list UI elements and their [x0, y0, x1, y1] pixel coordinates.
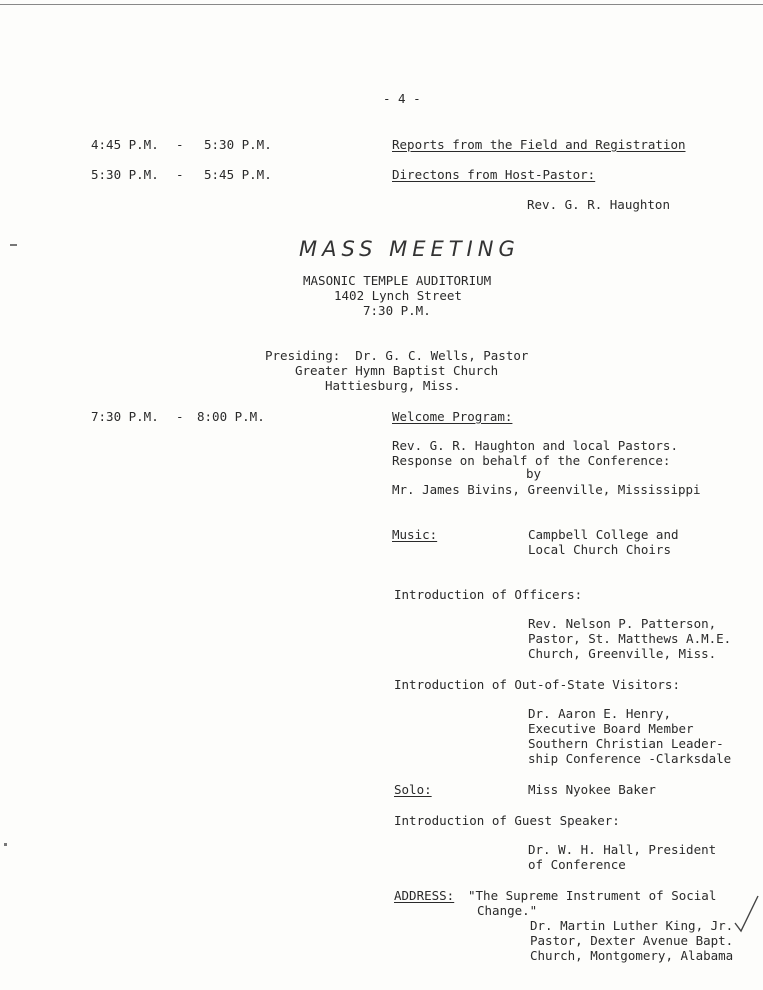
time-start: 5:30 P.M. [91, 167, 159, 182]
speaker-line: of Conference [528, 857, 626, 872]
presiding-line: Hattiesburg, Miss. [325, 378, 461, 393]
welcome-line: by [526, 466, 542, 481]
mass-meeting-heading: MASS MEETING [299, 237, 520, 261]
address-line: Church, Montgomery, Alabama [530, 948, 734, 963]
session-title: Directons from Host-Pastor: [392, 167, 596, 182]
music-line: Campbell College and [528, 527, 679, 542]
top-edge-line [0, 4, 763, 5]
time-start: 4:45 P.M. [91, 137, 159, 152]
checkmark-icon [733, 893, 761, 935]
session-detail: Rev. G. R. Haughton [527, 197, 670, 212]
visitors-line: Dr. Aaron E. Henry, [528, 706, 671, 721]
welcome-label: Welcome Program: [392, 409, 513, 424]
speaker-label: Introduction of Guest Speaker: [394, 813, 620, 828]
venue-line: 7:30 P.M. [363, 303, 431, 318]
address-label: ADDRESS: [394, 888, 455, 903]
music-label: Music: [392, 527, 438, 542]
officers-line: Rev. Nelson P. Patterson, [528, 616, 717, 631]
officers-line: Pastor, St. Matthews A.M.E. [528, 631, 732, 646]
session-title: Reports from the Field and Registration [392, 137, 686, 152]
time-dash: - [176, 167, 184, 182]
page-number: - 4 - [383, 91, 421, 106]
visitors-label: Introduction of Out-of-State Visitors: [394, 677, 680, 692]
presiding-line: Greater Hymn Baptist Church [295, 363, 499, 378]
address-title-line: Change." [477, 903, 538, 918]
address-line: Dr. Martin Luther King, Jr. [530, 918, 734, 933]
welcome-line: Rev. G. R. Haughton and local Pastors. [392, 438, 678, 453]
solo-label: Solo: [394, 782, 432, 797]
time-end: 5:30 P.M. [204, 137, 272, 152]
welcome-line: Mr. James Bivins, Greenville, Mississippi [392, 482, 701, 497]
venue-line: MASONIC TEMPLE AUDITORIUM [303, 273, 492, 288]
time-end: 5:45 P.M. [204, 167, 272, 182]
officers-label: Introduction of Officers: [394, 587, 583, 602]
margin-mark [4, 843, 7, 846]
visitors-line: ship Conference -Clarksdale [528, 751, 732, 766]
solo-text: Miss Nyokee Baker [528, 782, 656, 797]
officers-line: Church, Greenville, Miss. [528, 646, 717, 661]
visitors-line: Executive Board Member [528, 721, 694, 736]
music-line: Local Church Choirs [528, 542, 671, 557]
welcome-line: Response on behalf of the Conference: [392, 453, 671, 468]
address-line: Pastor, Dexter Avenue Bapt. [530, 933, 734, 948]
presiding-line: Presiding: Dr. G. C. Wells, Pastor [265, 348, 529, 363]
venue-line: 1402 Lynch Street [334, 288, 462, 303]
time-start: 7:30 P.M. [91, 409, 159, 424]
address-title-line: "The Supreme Instrument of Social [468, 888, 717, 903]
time-dash: - [176, 409, 184, 424]
time-end: 8:00 P.M. [197, 409, 265, 424]
time-dash: - [176, 137, 184, 152]
margin-mark [10, 244, 17, 246]
visitors-line: Southern Christian Leader- [528, 736, 724, 751]
speaker-line: Dr. W. H. Hall, President [528, 842, 717, 857]
